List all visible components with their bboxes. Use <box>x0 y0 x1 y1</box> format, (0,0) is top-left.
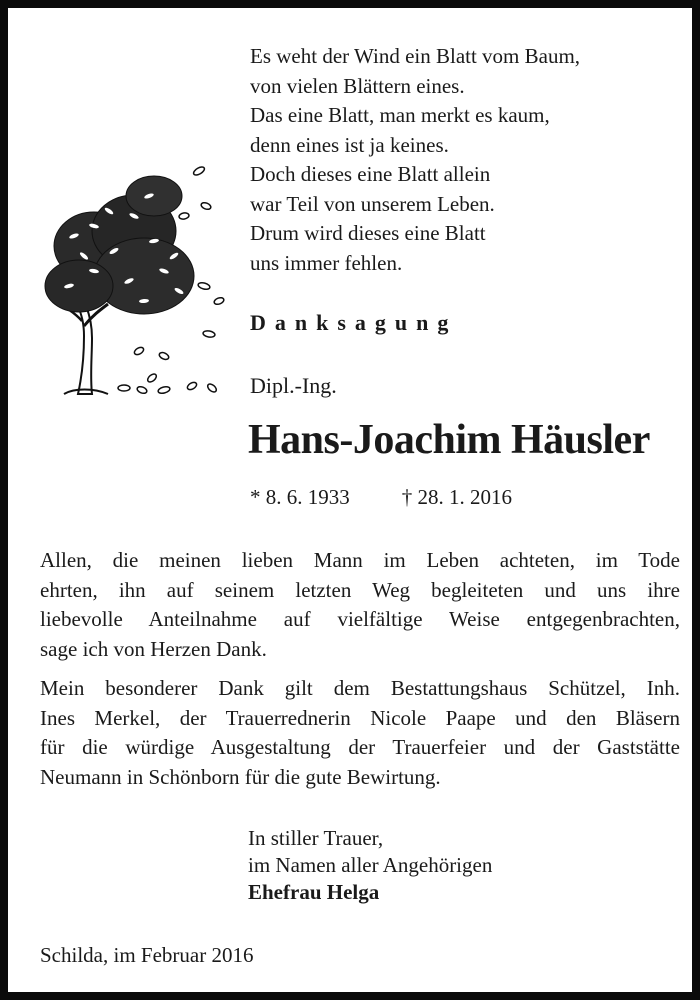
signoff-line: In stiller Trauer, <box>248 826 384 850</box>
thank-you-paragraph <box>40 546 680 664</box>
death-date: † 28. 1. 2016 <box>401 485 512 509</box>
paragraph-line: Mein besonderer Dank gilt dem Bestattungshaus Schützel, Inh. <box>40 676 680 700</box>
poem-line: Es weht der Wind ein Blatt vom Baum, <box>250 44 581 68</box>
signoff-line: im Namen aller Angehörigen <box>248 853 493 877</box>
poem-line: uns immer fehlen. <box>250 250 403 275</box>
paragraph-line: Neumann in Schönborn für die gute Bewirtung. <box>40 764 441 789</box>
paragraph-line: ehrten, ihn auf seinem letzten Weg begleiteten und uns ihre <box>40 577 680 602</box>
place-date: Schilda, im Februar 2016 <box>40 943 254 967</box>
life-dates <box>250 485 512 510</box>
poem-line: denn eines ist ja keines. <box>250 132 449 157</box>
paragraph-line: für die würdige Ausgestaltung der Trauerfeier und der Gaststätte <box>40 735 680 759</box>
poem-line: Doch dieses eine Blatt allein <box>250 162 491 186</box>
poem-line: war Teil von unserem Leben. <box>250 191 495 216</box>
poem-line: Das eine Blatt, man merkt es kaum, <box>250 103 550 127</box>
paragraph-line: Ines Merkel, der Trauerrednerin Nicole Paape und den Bläsern <box>40 705 680 730</box>
paragraph-line: Allen, die meinen lieben Mann im Leben achteten, im Tode <box>40 548 680 572</box>
paragraph-line: sage ich von Herzen Dank. <box>40 636 267 661</box>
deceased-name: Hans-Joachim Häusler <box>248 417 650 463</box>
special-thanks-paragraph <box>40 674 680 792</box>
academic-title: Dipl.-Ing. <box>250 373 337 398</box>
signer-name: Ehefrau Helga <box>248 880 380 904</box>
wind-blown-tree-icon <box>34 156 234 396</box>
heading-danksagung: Danksagung <box>250 310 458 335</box>
paragraph-line: liebevolle Anteilnahme auf vielfältige Weise entgegenbrachten, <box>40 607 680 631</box>
birth-date: * 8. 6. 1933 <box>250 485 350 509</box>
poem <box>250 42 690 278</box>
poem-line: Drum wird dieses eine Blatt <box>250 221 486 245</box>
poem-line: von vielen Blättern eines. <box>250 73 465 98</box>
signoff <box>248 825 492 906</box>
